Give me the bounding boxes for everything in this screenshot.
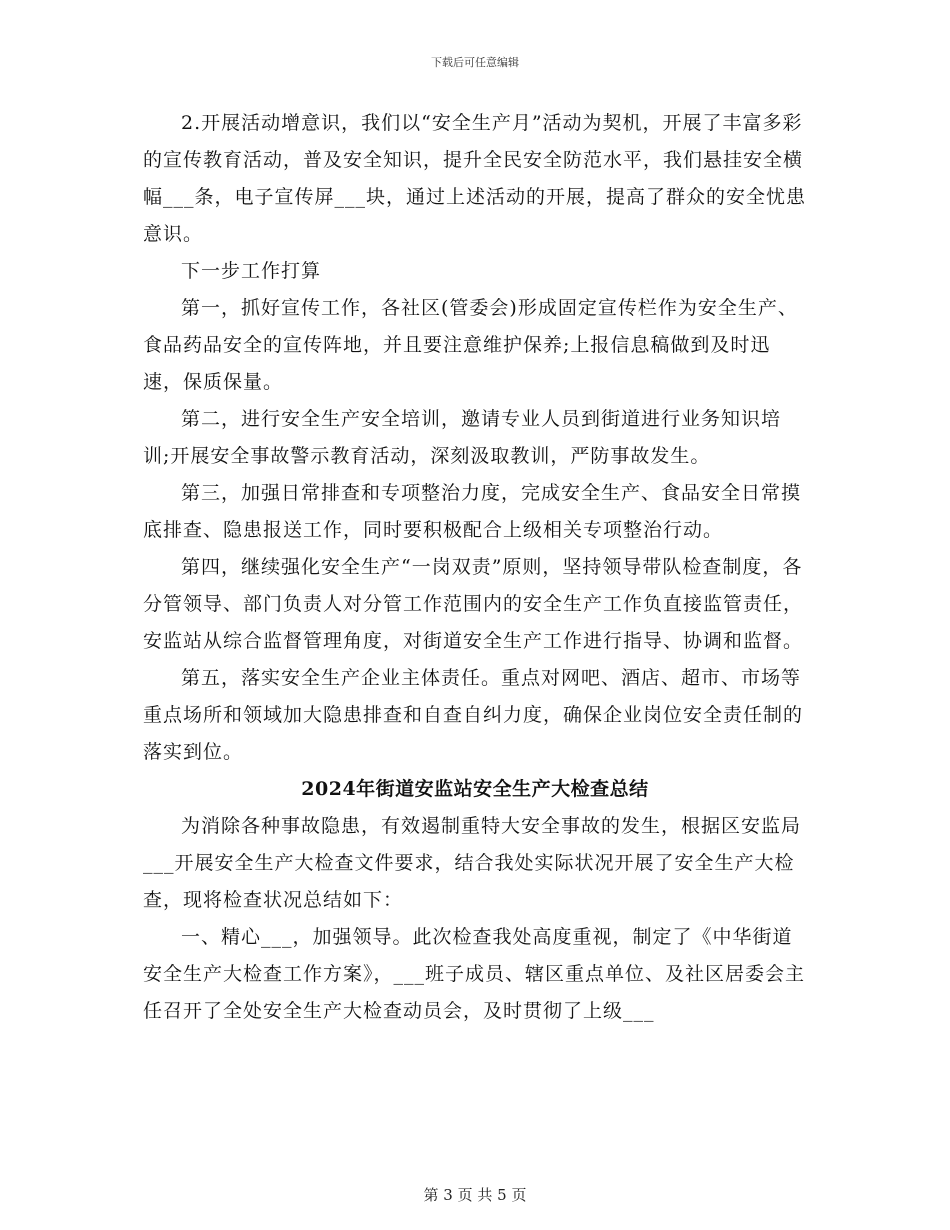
paragraph-second: 第二，进行安全生产安全培训，邀请专业人员到街道进行业务知识培训;开展安全事故警示教育活动，深刻汲取教训，严防事故发生。 xyxy=(143,408,782,467)
page-number: 第 3 页 共 5 页 xyxy=(423,1186,527,1204)
paragraph-next-steps-heading: 下一步工作打算 xyxy=(181,260,322,282)
paragraph-fifth: 第五，落实安全生产企业主体责任。重点对网吧、酒店、超市、市场等重点场所和领域加大隐患排查和自查自纠力度，确保企业岗位安全责任制的落实到位。 xyxy=(143,667,804,763)
page-header-note: 下载后可任意编辑 xyxy=(431,56,519,69)
paragraph-item-one: 一、精心___，加强领导。此次检查我处高度重视，制定了《中华街道安全生产大检查工作方案》，___班子成员、辖区重点单位、及社区居委会主任召开了全处安全生产大检查动员会，及时贯彻了上级___ xyxy=(143,926,806,1022)
paragraph-fourth: 第四，继续强化安全生产“一岗双责”原则，坚持领导带队检查制度，各分管领导、部门负责人对分管工作范围内的安全生产工作负直接监管责任，安监站从综合监督管理角度，对街道安全生产工作进行指导、协调和监督。 xyxy=(143,556,804,652)
paragraph-activities: 2.开展活动增意识，我们以“安全生产月”活动为契机，开展了丰富多彩的宣传教育活动，普及安全知识，提升全民安全防范水平，我们悬挂安全横幅___条，电子宣传屏___块，通过上述活动的开展，提高了群众的安全忧患意识。 xyxy=(143,112,807,245)
paragraph-first: 第一，抓好宣传工作，各社区(管委会)形成固定宣传栏作为安全生产、食品药品安全的宣传阵地，并且要注意维护保养;上报信息稿做到及时迅速，保质保量。 xyxy=(143,297,798,393)
section-title: 2024年街道安监站安全生产大检查总结 xyxy=(301,778,649,800)
document-body xyxy=(143,105,807,1030)
paragraph-third: 第三，加强日常排查和专项整治力度，完成安全生产、食品安全日常摸底排查、隐患报送工作，同时要积极配合上级相关专项整治行动。 xyxy=(143,482,802,541)
paragraph-intro: 为消除各种事故隐患，有效遏制重特大安全事故的发生，根据区安监局___开展安全生产大检查文件要求，结合我处实际状况开展了安全生产大检查，现将检查状况总结如下： xyxy=(143,815,802,911)
